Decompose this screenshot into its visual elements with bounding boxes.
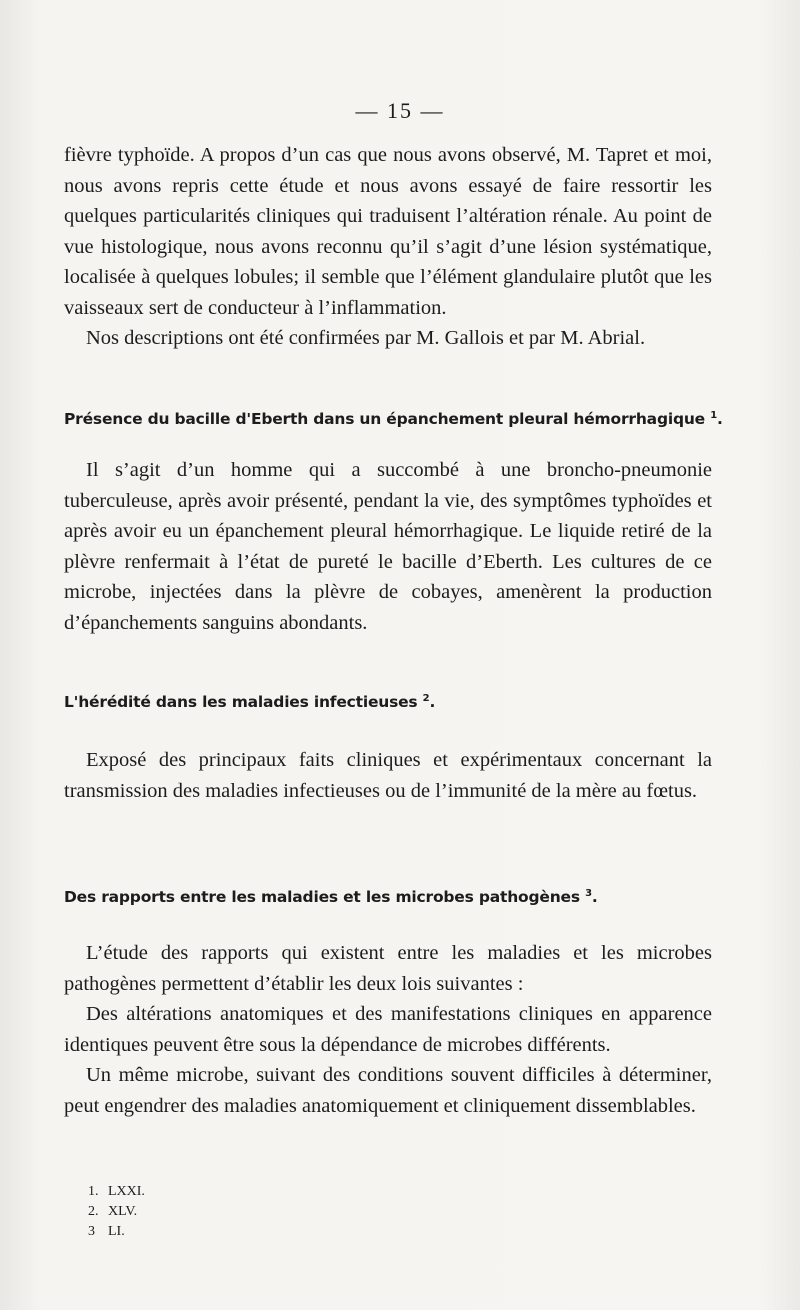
footnote-mark: 2 xyxy=(422,692,430,704)
intro-text xyxy=(64,140,712,354)
intro-paragraph: fièvre typhoïde. A propos d’un cas que nous avons observé, M. Tapret et moi, nous avons repris cette étude et nous avons essayé de faire ressortir les quelques particularités cliniques qui traduisent l’altération rénale. Au point de vue histologique, nous avons reconnu qu’il s’agit d’une lésion systématique, localisée à quelques lobules; il semble que l’élément glandulaire plutôt que les vaisseaux sert de conducteur à l’inflammation. xyxy=(64,144,712,319)
footnote: 3 LI. xyxy=(88,1224,125,1239)
section-heading: Des rapports entre les maladies et les microbes pathogènes $^3$. xyxy=(64,887,598,906)
footnote: 1. LXXI. xyxy=(88,1184,145,1199)
footnotes xyxy=(88,1182,145,1242)
section-body xyxy=(64,455,712,638)
section-heading: L'hérédité dans les maladies infectieuses $^2$. xyxy=(64,692,436,711)
footnote-mark: 1 xyxy=(710,409,717,421)
section-body xyxy=(64,938,712,1121)
section-body xyxy=(64,745,712,806)
section-paragraph: Il s’agit d’un homme qui a succombé à une broncho-pneumonie tuberculeuse, après avoir présenté, pendant la vie, des symptômes typhoïdes et après avoir eu un épanchement pleural hémorrhagique. Le liquide retiré de la plèvre renfermait à l’état de pureté le bacille d’Eberth. Les cultures de ce microbe, injectées dans la plèvre de cobayes, amenèrent la production d’épanchements sanguins abondants. xyxy=(64,459,712,634)
footnote-mark: 3 xyxy=(585,887,592,899)
intro-paragraph: Nos descriptions ont été confirmées par M. Gallois et par M. Abrial. xyxy=(86,327,646,349)
page-number: — 15 — xyxy=(355,98,445,123)
section-paragraph: L’étude des rapports qui existent entre les maladies et les microbes pathogènes permettent d’établir les deux lois suivantes : xyxy=(64,942,712,995)
section-paragraph: Un même microbe, suivant des conditions souvent difficiles à déterminer, peut engendrer des maladies anatomiquement et cliniquement dissemblables. xyxy=(64,1064,712,1117)
section-paragraph: Exposé des principaux faits cliniques et expérimentaux concernant la transmission des maladies infectieuses ou de l’immunité de la mère au fœtus. xyxy=(64,749,712,802)
section-heading: Présence du bacille d'Eberth dans un épanchement pleural hémorrhagique $^1$. xyxy=(64,409,723,428)
section-paragraph: Des altérations anatomiques et des manifestations cliniques en apparence identiques peuvent être sous la dépendance de microbes différents. xyxy=(64,1003,712,1056)
footnote: 2. XLV. xyxy=(88,1204,138,1219)
